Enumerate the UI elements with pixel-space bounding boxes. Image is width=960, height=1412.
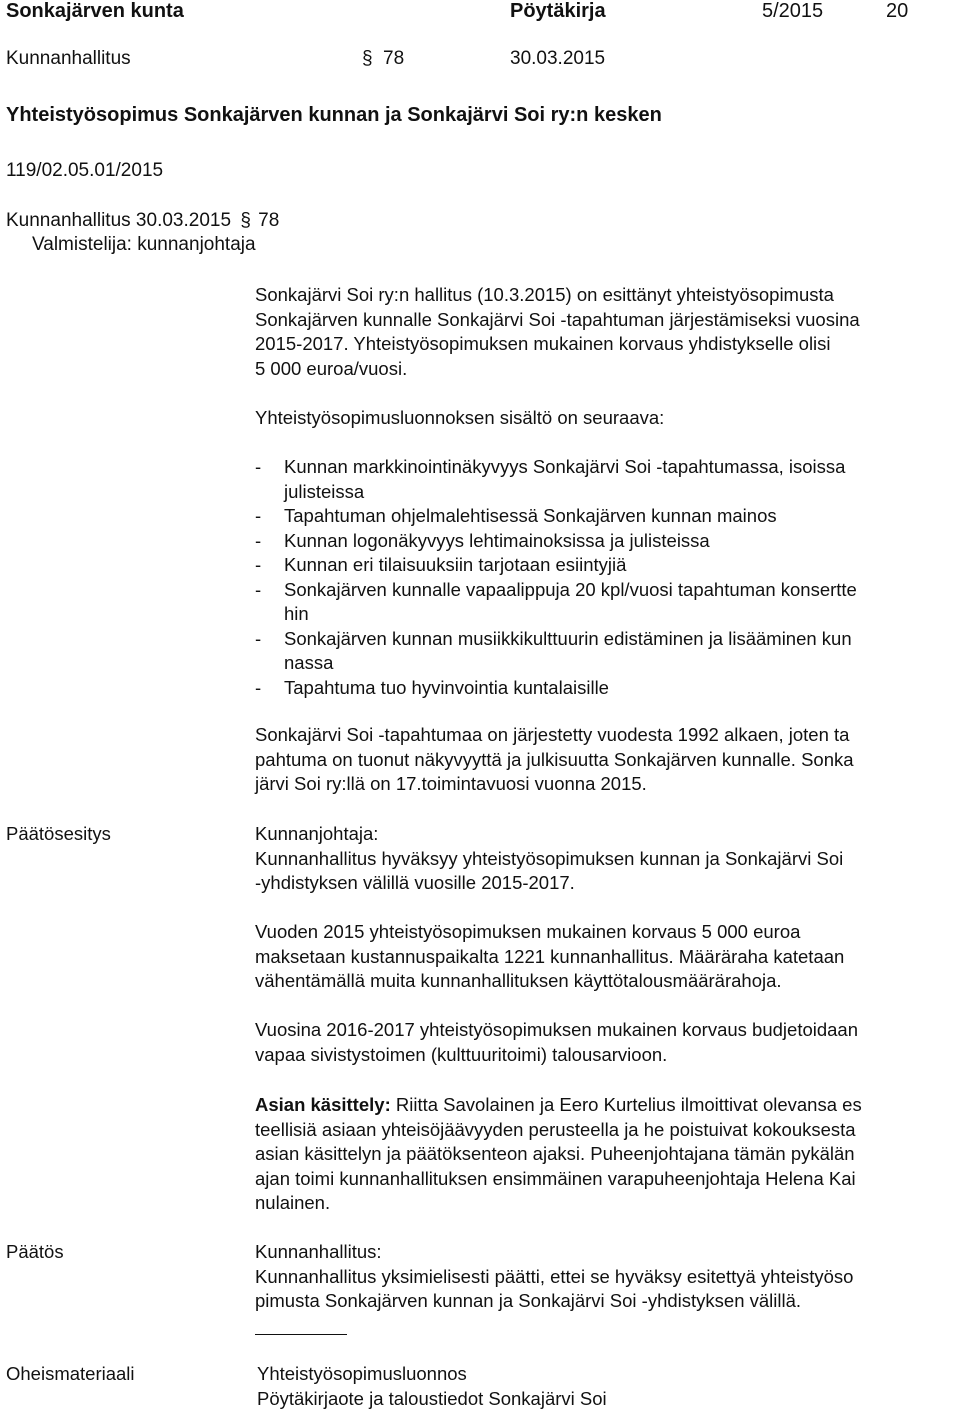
proposal-line: Kunnanhallitus hyväksyy yhteistyösopimuksen kunnan ja Sonkajärvi Soi bbox=[255, 847, 844, 869]
list-item-continuation: hin bbox=[284, 603, 309, 624]
section-sign-icon: § bbox=[362, 48, 373, 69]
org-name: Sonkajärven kunta bbox=[6, 0, 184, 22]
list-item-continuation: julisteissa bbox=[284, 480, 365, 502]
doc-number: 5/2015 bbox=[762, 0, 824, 22]
meeting-section: 78 bbox=[258, 210, 280, 231]
handling-line: teellisiä asiaan yhteisöjäävyyden perusteella ja he poistuivat kokouksesta bbox=[255, 1118, 856, 1140]
history-paragraph bbox=[255, 723, 955, 797]
decision-section bbox=[255, 1240, 955, 1314]
proposal-label: Päätösesitys bbox=[6, 823, 111, 844]
list-item-text: Sonkajärven kunnalle vapaalippuja 20 kpl/vuosi tapahtuman konsertte bbox=[284, 578, 857, 600]
handling-first-line bbox=[255, 1093, 955, 1118]
history-line: pahtuma on tuonut näkyvyyttä ja julkisuutta Sonkajärven kunnalle. Sonka bbox=[255, 748, 854, 770]
contents-heading-text: Yhteistyösopimusluonnoksen sisältö on seuraava: bbox=[255, 407, 665, 428]
history-line: Sonkajärvi Soi -tapahtumaa on järjestetty vuodesta 1992 alkaen, joten ta bbox=[255, 724, 850, 745]
attachment-item: Yhteistyösopimusluonnos bbox=[257, 1363, 467, 1384]
header-section: 78 bbox=[383, 48, 405, 69]
header-body: Kunnanhallitus bbox=[6, 48, 131, 69]
attachments-label: Oheismateriaali bbox=[6, 1363, 135, 1384]
meeting-line bbox=[6, 210, 279, 232]
bullet-dash: - bbox=[255, 627, 262, 649]
divider bbox=[255, 1334, 347, 1335]
list-item bbox=[255, 455, 955, 480]
reference-number: 119/02.05.01/2015 bbox=[6, 160, 164, 181]
page-title: Yhteistyösopimus Sonkajärven kunnan ja Sonkajärvi Soi ry:n kesken bbox=[6, 104, 662, 126]
bullet-dash: - bbox=[255, 578, 262, 600]
page-number: 20 bbox=[886, 0, 909, 22]
handling-paragraph bbox=[255, 1093, 955, 1216]
intro-line: Sonkajärvi Soi ry:n hallitus (10.3.2015) on esittänyt yhteistyösopimusta bbox=[255, 284, 834, 305]
list-item bbox=[255, 676, 955, 701]
bullet-dash: - bbox=[255, 505, 262, 526]
header-date: 30.03.2015 bbox=[510, 48, 606, 69]
decision-line: Kunnanhallitus yksimielisesti päätti, ettei se hyväksy esitettyä yhteistyöso bbox=[255, 1265, 854, 1287]
bullet-dash: - bbox=[255, 529, 262, 551]
list-item bbox=[255, 627, 955, 652]
list-item bbox=[255, 553, 955, 578]
proposal-line: Vuoden 2015 yhteistyösopimuksen mukainen korvaus 5 000 euroa bbox=[255, 921, 801, 942]
list-item-text: Kunnan logonäkyvyys lehtimainoksissa ja julisteissa bbox=[284, 529, 710, 551]
intro-paragraph bbox=[255, 283, 955, 381]
bullet-dash: - bbox=[255, 554, 262, 575]
contents-heading bbox=[255, 406, 955, 431]
proposal-line: maksetaan kustannuspaikalta 1221 kunnanhallitus. Määräraha katetaan bbox=[255, 945, 845, 967]
handling-label: Asian käsittely: bbox=[255, 1094, 391, 1115]
meeting-date: Kunnanhallitus 30.03.2015 bbox=[6, 210, 232, 231]
handling-line: asian käsittelyn ja päätöksenteon ajaksi. Puheenjohtajana tämän pykälän bbox=[255, 1143, 855, 1164]
bullet-dash: - bbox=[255, 676, 262, 698]
history-line: järvi Soi ry:llä on 17.toimintavuosi vuonna 2015. bbox=[255, 773, 647, 794]
proposal-section bbox=[255, 822, 955, 896]
list-item-text: Kunnan markkinointinäkyvyys Sonkajärvi Soi -tapahtumassa, isoissa bbox=[284, 456, 846, 477]
list-item bbox=[255, 529, 955, 554]
bullet-list bbox=[255, 455, 955, 700]
handling-text: Riitta Savolainen ja Eero Kurtelius ilmoittivat olevansa es bbox=[395, 1094, 862, 1115]
proposal-line: -yhdistyksen välillä vuosille 2015-2017. bbox=[255, 872, 575, 893]
intro-line: Sonkajärven kunnalle Sonkajärvi Soi -tapahtuman järjestämiseksi vuosina bbox=[255, 308, 860, 330]
decision-body: Kunnanhallitus: bbox=[255, 1241, 382, 1262]
list-item-continuation: nassa bbox=[284, 652, 334, 673]
decision-label: Päätös bbox=[6, 1241, 64, 1262]
handling-line: ajan toimi kunnanhallituksen ensimmäinen varapuheenjohtaja Helena Kai bbox=[255, 1167, 856, 1189]
list-item bbox=[255, 578, 955, 603]
bullet-dash: - bbox=[255, 456, 262, 477]
preparer: Valmistelija: kunnanjohtaja bbox=[32, 234, 256, 255]
proposal-paragraph-2 bbox=[255, 920, 955, 994]
list-item-text: Kunnan eri tilaisuuksiin tarjotaan esiintyjiä bbox=[284, 554, 627, 575]
attachments-list bbox=[257, 1362, 957, 1411]
list-item bbox=[255, 504, 955, 529]
attachment-item: Pöytäkirjaote ja taloustiedot Sonkajärvi Soi bbox=[257, 1387, 607, 1409]
proposer: Kunnanjohtaja: bbox=[255, 823, 379, 844]
proposal-paragraph-3 bbox=[255, 1018, 955, 1067]
decision-line: pimusta Sonkajärven kunnan ja Sonkajärvi Soi -yhdistyksen välillä. bbox=[255, 1290, 802, 1311]
proposal-line: Vuosina 2016-2017 yhteistyösopimuksen mukainen korvaus budjetoidaan bbox=[255, 1019, 859, 1040]
intro-line: 5 000 euroa/vuosi. bbox=[255, 357, 408, 379]
list-item-text: Sonkajärven kunnan musiikkikulttuurin edistäminen ja lisääminen kun bbox=[284, 627, 852, 649]
doc-type: Pöytäkirja bbox=[510, 0, 606, 22]
intro-line: 2015-2017. Yhteistyösopimuksen mukainen korvaus yhdistykselle olisi bbox=[255, 333, 831, 354]
list-item-text: Tapahtuman ohjelmalehtisessä Sonkajärven kunnan mainos bbox=[284, 505, 777, 526]
list-item-text: Tapahtuma tuo hyvinvointia kuntalaisille bbox=[284, 676, 609, 698]
meeting-section-sign: § bbox=[240, 210, 251, 231]
handling-line: nulainen. bbox=[255, 1192, 331, 1213]
proposal-line: vapaa sivistystoimen (kulttuuritoimi) talousarvioon. bbox=[255, 1043, 668, 1065]
proposal-line: vähentämällä muita kunnanhallituksen käyttötalousmäärärahoja. bbox=[255, 970, 782, 991]
